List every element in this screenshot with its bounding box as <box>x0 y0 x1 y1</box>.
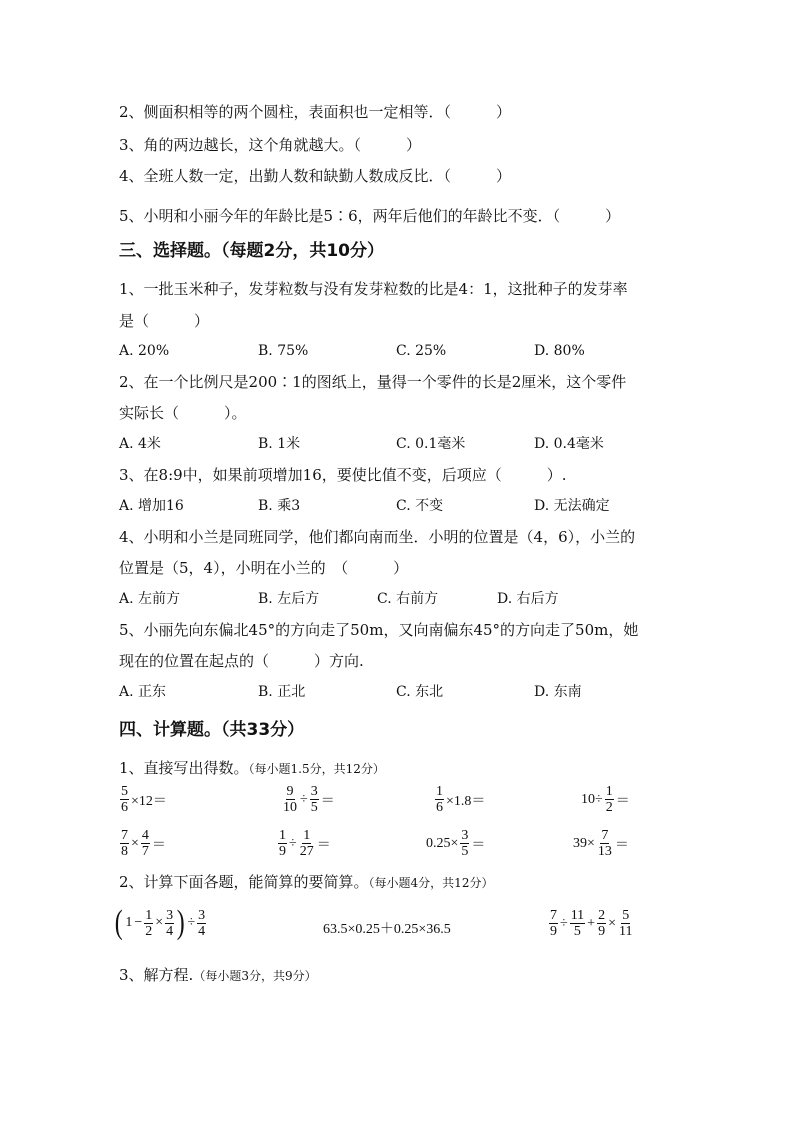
q3-option-d: D. 无法确定 <box>534 498 610 514</box>
part3-instruction <box>119 965 317 986</box>
q1-option-b: B. 75% <box>258 343 309 359</box>
calc-1-3: $\frac{1}{6}$ ×1.8＝ <box>436 784 486 815</box>
q4-line1: 4、小明和小兰是同班同学，他们都向南而坐．小明的位置是（4，6），小兰的 <box>119 528 636 546</box>
expr-3: $\frac{7}{9}$ ÷ $\frac{11}{5}$ + $\frac{2}{9}$ × $\frac{5}{11}$ <box>550 908 633 939</box>
q2-option-c: C. 0.1毫米 <box>396 436 466 452</box>
part2-instruction <box>119 872 493 893</box>
expr-2: 63.5×0.25＋0.25×36.5 <box>323 922 451 937</box>
q3-option-a: A. 增加16 <box>119 498 184 514</box>
judge-item-4: 4、全班人数一定，出勤人数和缺勤人数成反比．（ ） <box>119 167 512 185</box>
part3-label: 3、解方程. <box>119 966 194 984</box>
q2-line1: 2、在一个比例尺是200∶1的图纸上，量得一个零件的长是2厘米，这个零件 <box>119 373 627 391</box>
calc-1-4: 10÷ $\frac{1}{2}$ ＝ <box>581 784 630 815</box>
calc-1-2: $\frac{9}{10}$ ÷ $\frac{3}{5}$ ＝ <box>283 784 335 815</box>
calc-2-3: 0.25× $\frac{3}{5}$ ＝ <box>426 828 486 859</box>
part3-note: （每小题3分，共9分） <box>193 969 317 983</box>
q1-line1: 1、一批玉米种子，发芽粒数与没有发芽粒数的比是4：1，这批种子的发芽率 <box>119 280 628 298</box>
expr-1: ( 1 − $\frac{1}{2}$ × $\frac{3}{4}$ ) ÷ $\frac{3}{4}$ <box>114 904 206 941</box>
q2-option-b: B. 1米 <box>258 436 301 452</box>
q5-option-c: C. 东北 <box>396 684 444 700</box>
q1-line2: 是（ ） <box>119 312 210 330</box>
section4-title: 四、计算题。（共33分） <box>119 720 305 740</box>
judge-item-5: 5、小明和小丽今年的年龄比是5∶6，两年后他们的年龄比不变．（ ） <box>119 207 621 225</box>
q5-option-d: D. 东南 <box>534 684 582 700</box>
q2-line2: 实际长（ ）。 <box>119 404 247 422</box>
calc-1-1: $\frac{5}{6}$ ×12＝ <box>121 784 167 815</box>
q1-option-c: C. 25% <box>396 343 447 359</box>
q3-option-c: C. 不变 <box>396 498 444 514</box>
part2-note: （每小题4分，共12分） <box>368 876 494 890</box>
q5-line2: 现在的位置在起点的（ ）方向. <box>119 652 364 670</box>
judge-item-3: 3、角的两边越长，这个角就越大。（ ） <box>119 136 422 154</box>
q4-option-b: B. 左后方 <box>258 591 320 607</box>
q4-option-d: D. 右后方 <box>497 591 559 607</box>
q5-option-a: A. 正东 <box>119 684 167 700</box>
q3-option-b: B. 乘3 <box>258 498 301 514</box>
calc-2-4: 39× $\frac{7}{13}$ ＝ <box>573 828 629 859</box>
q2-option-d: D. 0.4毫米 <box>534 436 604 452</box>
calc-2-2: $\frac{1}{9}$ ÷ $\frac{1}{27}$ ＝ <box>279 828 331 859</box>
q1-option-d: D. 80% <box>534 343 585 359</box>
q5-option-b: B. 正北 <box>258 684 306 700</box>
calc-2-1: $\frac{7}{8}$ × $\frac{4}{7}$ ＝ <box>121 828 166 859</box>
part1-note: （每小题1.5分，共12分） <box>248 762 385 776</box>
part1-label: 1、直接写出得数。 <box>119 759 249 777</box>
q2-option-a: A. 4米 <box>119 436 161 452</box>
q4-option-c: C. 右前方 <box>377 591 439 607</box>
q4-option-a: A. 左前方 <box>119 591 181 607</box>
q3-line1: 3、在8:9中，如果前项增加16，要使比值不变，后项应（ ）. <box>119 466 567 484</box>
q4-line2: 位置是（5，4），小明在小兰的 （ ） <box>119 559 409 577</box>
q5-line1: 5、小丽先向东偏北45°的方向走了50m，又向南偏东45°的方向走了50m，她 <box>119 621 639 639</box>
section3-title: 三、选择题。（每题2分，共10分） <box>119 241 384 261</box>
judge-item-2: 2、侧面积相等的两个圆柱，表面积也一定相等．（ ） <box>119 103 512 121</box>
part2-label: 2、计算下面各题，能简算的要简算。 <box>119 873 369 891</box>
q1-option-a: A. 20% <box>119 343 170 359</box>
part1-instruction <box>119 758 385 779</box>
